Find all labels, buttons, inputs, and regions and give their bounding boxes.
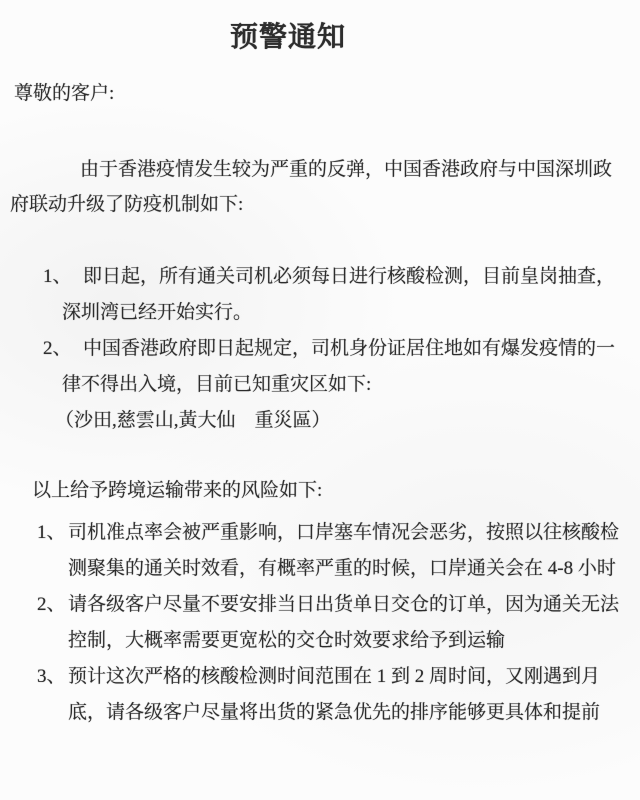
page-title: 预警通知 (229, 22, 346, 53)
item-text: 司机准点率会被严重影响，口岸塞车情况会恶劣，按照以往核酸检测聚集的通关时效看，有概率严重的时候，口岸通关会在 4-8 小时 (68, 522, 620, 579)
item-text: 中国香港政府即日起规定，司机身份证居住地如有爆发疫情的一律不得出入境，目前已知重灾区如下: (62, 338, 616, 395)
measure-item-2 (43, 331, 628, 439)
item-number: 2、 (43, 338, 72, 359)
item-text: 请各级客户尽量不要安排当日出货单日交仓的订单，因为通关无法控制，大概率需要更宽松的交仓时效要求给予到运输 (68, 594, 620, 651)
item-text: 预计这次严格的核酸检测时间范围在 1 到 2 周时间，又刚遇到月底，请各级客户尽量将出货的紧急优先的排序能够更具体和提前 (68, 666, 601, 723)
item-number: 2、 (37, 594, 66, 615)
measure-item-1 (43, 259, 628, 331)
risk-item-1 (37, 515, 628, 587)
risk-section-header: 以上给予跨境运输带来的风险如下: (32, 480, 323, 501)
risk-item-3 (37, 659, 628, 731)
item-number: 3、 (37, 666, 66, 687)
risk-item-2 (37, 587, 628, 659)
measures-list (0, 259, 640, 439)
item-number: 1、 (37, 522, 66, 543)
intro-paragraph: 由于香港疫情发生较为严重的反弹，中国香港政府与中国深圳政府联动升级了防疫机制如下: (10, 159, 613, 215)
item-text: 即日起，所有通关司机必须每日进行核酸检测，目前皇岗抽查，深圳湾已经开始实行。 (62, 266, 616, 323)
salutation: 尊敬的客户: (14, 83, 115, 104)
affected-areas-note: （沙田,慈雲山,黃大仙 重災區） (55, 410, 331, 431)
item-number: 1、 (43, 266, 72, 287)
risks-list (0, 515, 640, 731)
